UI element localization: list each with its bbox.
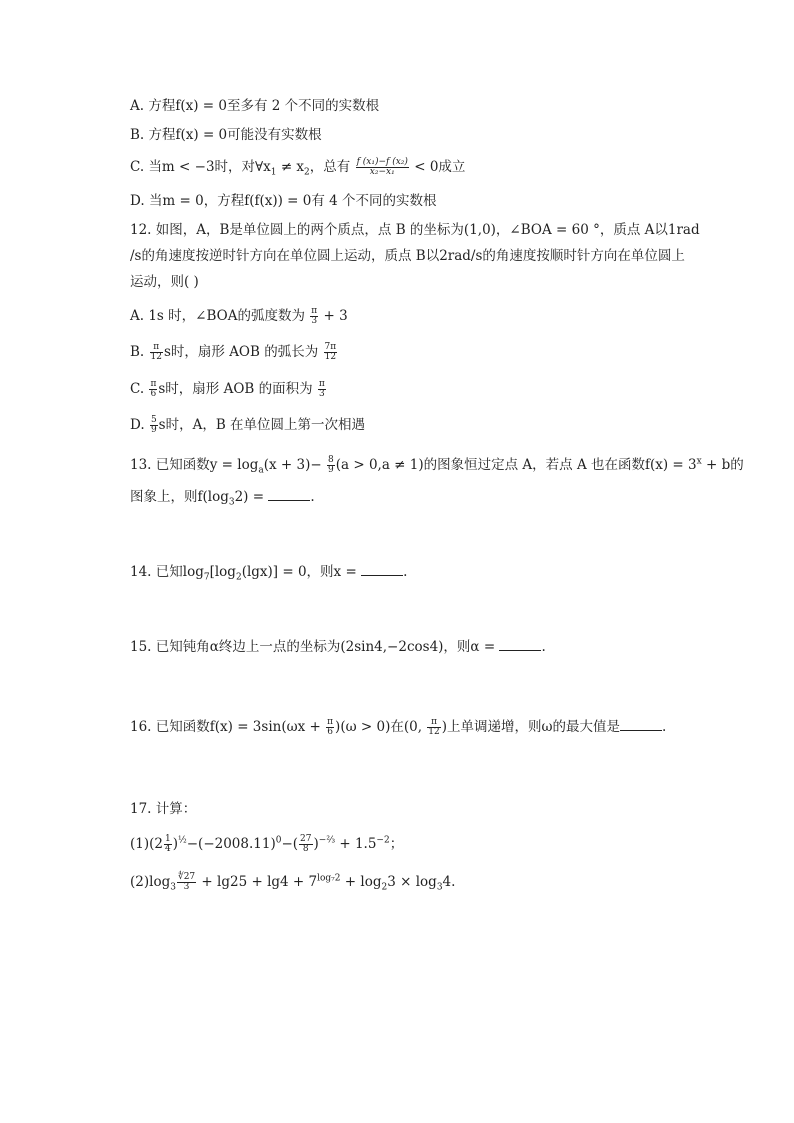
q11-c-fraction: $\frac{\text{f (x₁)−f (x₂)}}{\text{x₂−x₁}}$ [356, 157, 408, 177]
q12-option-c: C. $\frac{\pi}{6}$ s时，扇形 AOB 的面积为 $\frac{\pi}{3}$ [130, 379, 325, 399]
q17-part2: $(2)\log_3$ $\frac{∜27}{3}$ + $\lg 25 + \lg 4 + 7^{log_72} + \log_23 \times \log_34$. [130, 872, 456, 893]
q11-option-b: B. 方程f(x) = 0可能没有实数根 [130, 127, 322, 143]
q12-option-d: D. $\frac{5}{9}$ s时，A，B 在单位圆上第一次相遇 [130, 415, 366, 435]
q15-line: 15. 已知钝角α终边上一点的坐标为(2sin4,−2cos4)，则α = . [130, 639, 546, 655]
q13-line1: 13. 已知函数$y = \log_a(x + 3)-$ $\frac{8}{9}$ (a > 0,a ≠ 1)的图象恒过定点 A，若点 A 也在函数$f(x) = 3^x + b$的 [130, 455, 744, 476]
answer-blank[interactable] [268, 488, 310, 501]
q12-option-a: A. 1s 时，∠BOA的弧度数为 $\frac{\pi}{3}$ + 3 [130, 306, 348, 326]
q17-title: 17. 计算： [130, 801, 197, 817]
q12-stem-line1: 12. 如图，A，B是单位圆上的两个质点，点 B 的坐标为(1,0)，∠BOA = 60 °，质点 A以1rad [130, 222, 700, 238]
q16-line: 16. 已知函数f(x) = 3sin(ωx + $\frac{\pi}{6}$ )(ω > 0)在(0, $\frac{\pi}{12}$ )上单调递增，则ω的最大值是 . [130, 717, 667, 737]
answer-blank[interactable] [620, 718, 662, 731]
q12-stem-line3: 运动，则( ) [130, 274, 199, 290]
answer-blank[interactable] [361, 563, 403, 576]
q14-line: 14. 已知$\log_7[\log_2(\lg x)] = 0$，则x = . [130, 564, 408, 583]
q13-line2: 图象上，则$f(\log_32)$ = . [130, 489, 315, 508]
q12-stem-line2: /s的角速度按逆时针方向在单位圆上运动，质点 B以2rad/s的角速度按顺时针方向在单位圆上 [130, 248, 685, 264]
answer-blank[interactable] [499, 638, 541, 651]
q12-option-b: B. $\frac{\pi}{12}$ s时，扇形 AOB 的弧长为 $\frac{7\pi}{12}$ [130, 342, 337, 362]
q11-option-d: D. 当m = 0，方程f(f(x)) = 0有 4 个不同的实数根 [130, 193, 437, 209]
q17-part1: (1)(2 $\frac{1}{4}$ )$^{\frac{1}{2}}-(-2008.11)^0-$( $\frac{27}{8}$ )$^{-\frac{2}{3}} + 1.5^{-2}$； [130, 834, 404, 854]
q11-option-c: C. 当m < −3时，对$\forall x_1 \ne x_2$，总有 $\frac{\text{f (x₁)−f (x₂)}}{\text{x₂−x₁}}$ < 0成立 [130, 157, 466, 178]
q11-option-a: A. 方程f(x) = 0至多有 2 个不同的实数根 [130, 98, 380, 114]
